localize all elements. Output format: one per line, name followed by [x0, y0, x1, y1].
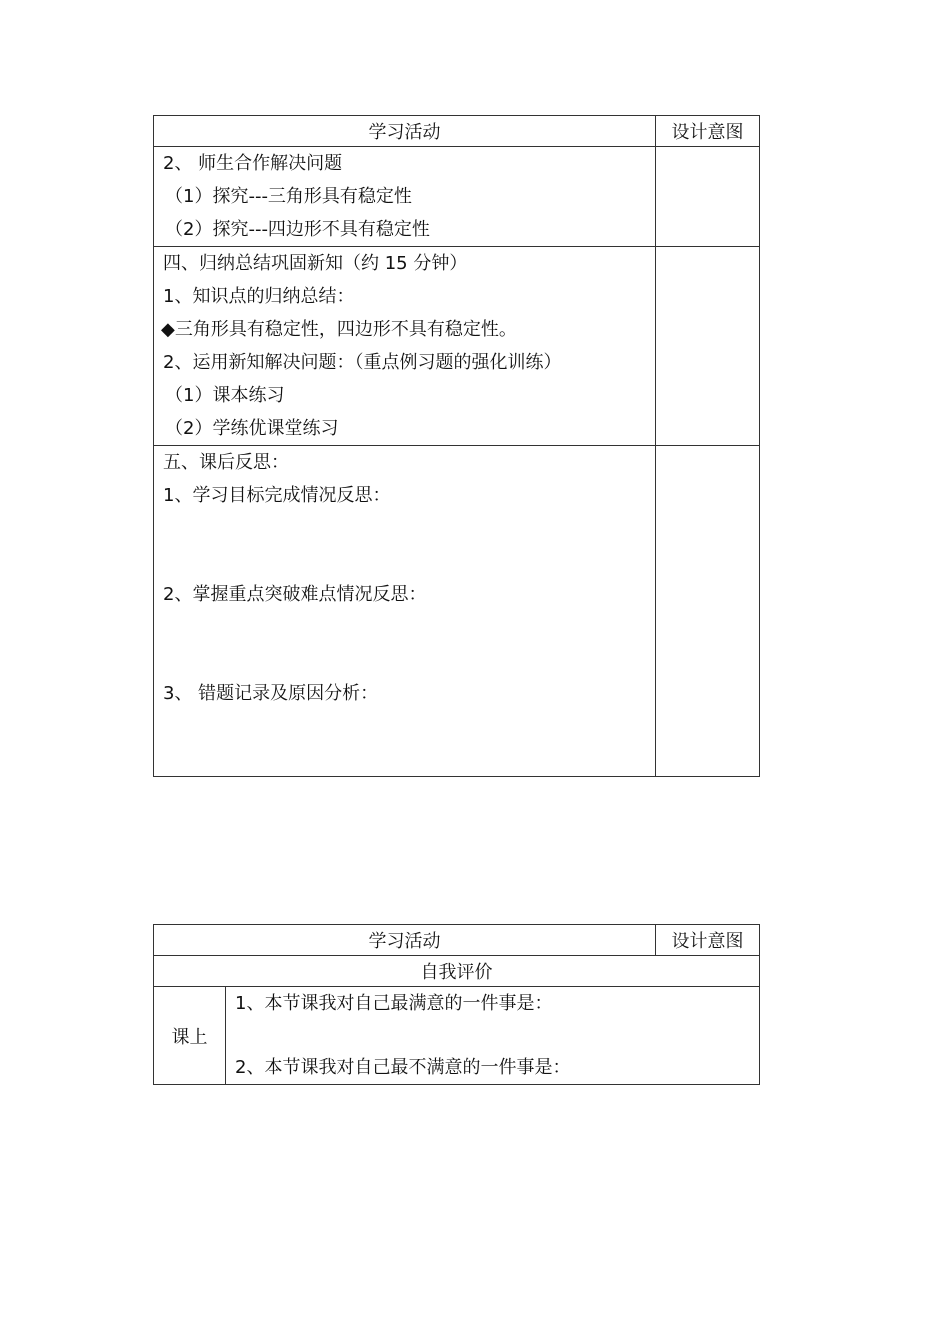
reflection-answer-space-3 [154, 710, 655, 776]
header-design-intent: 设计意图 [656, 116, 760, 147]
reflection-question-3: 3、 错题记录及原因分析： [163, 683, 379, 704]
reflection-answer-space-1 [154, 512, 655, 578]
summary-title: 四、归纳总结巩固新知（约 15 分钟） [163, 253, 468, 274]
row-reflection [154, 446, 760, 777]
table-header-row [154, 116, 760, 147]
self-eval-title-row [154, 956, 760, 987]
cooperation-item-2: （2）探究---四边形不具有稳定性 [165, 219, 430, 240]
in-class-row [154, 987, 760, 1085]
reflection-design-cell [656, 446, 760, 777]
reflection-question-2: 2、掌握重点突破难点情况反思： [163, 584, 427, 605]
summary-item-1: （1）课本练习 [165, 385, 285, 406]
summary-point-2: 2、运用新知解决问题：（重点例习题的强化训练） [163, 352, 562, 373]
header-activity: 学习活动 [154, 116, 656, 147]
cooperation-design-cell [656, 147, 760, 247]
eval-answer-space [226, 1020, 759, 1051]
lesson-activity-table [153, 115, 760, 777]
row-summary [154, 247, 760, 446]
table2-header-activity: 学习活动 [154, 925, 656, 956]
summary-point-1-detail: ◆三角形具有稳定性，四边形不具有稳定性。 [161, 319, 517, 340]
cooperation-item-1: （1）探究---三角形具有稳定性 [165, 186, 412, 207]
eval-question-1: 1、本节课我对自己最满意的一件事是： [235, 993, 553, 1014]
self-eval-title: 自我评价 [154, 956, 760, 987]
self-evaluation-table [153, 924, 760, 1085]
in-class-eval-cell [226, 987, 760, 1085]
table2-header-design-intent: 设计意图 [656, 925, 760, 956]
table2-header-row [154, 925, 760, 956]
summary-cell [154, 247, 656, 446]
reflection-answer-space-2 [154, 611, 655, 677]
in-class-label: 课上 [154, 987, 226, 1085]
summary-design-cell [656, 247, 760, 446]
cooperation-title: 2、 师生合作解决问题 [163, 153, 343, 174]
reflection-cell [154, 446, 656, 777]
summary-item-2: （2）学练优课堂练习 [165, 418, 339, 439]
eval-question-2: 2、本节课我对自己最不满意的一件事是： [235, 1057, 571, 1078]
row-cooperation [154, 147, 760, 247]
reflection-title: 五、课后反思： [163, 452, 289, 473]
cooperation-cell [154, 147, 656, 247]
reflection-question-1: 1、学习目标完成情况反思： [163, 485, 391, 506]
summary-point-1: 1、知识点的归纳总结： [163, 286, 355, 307]
